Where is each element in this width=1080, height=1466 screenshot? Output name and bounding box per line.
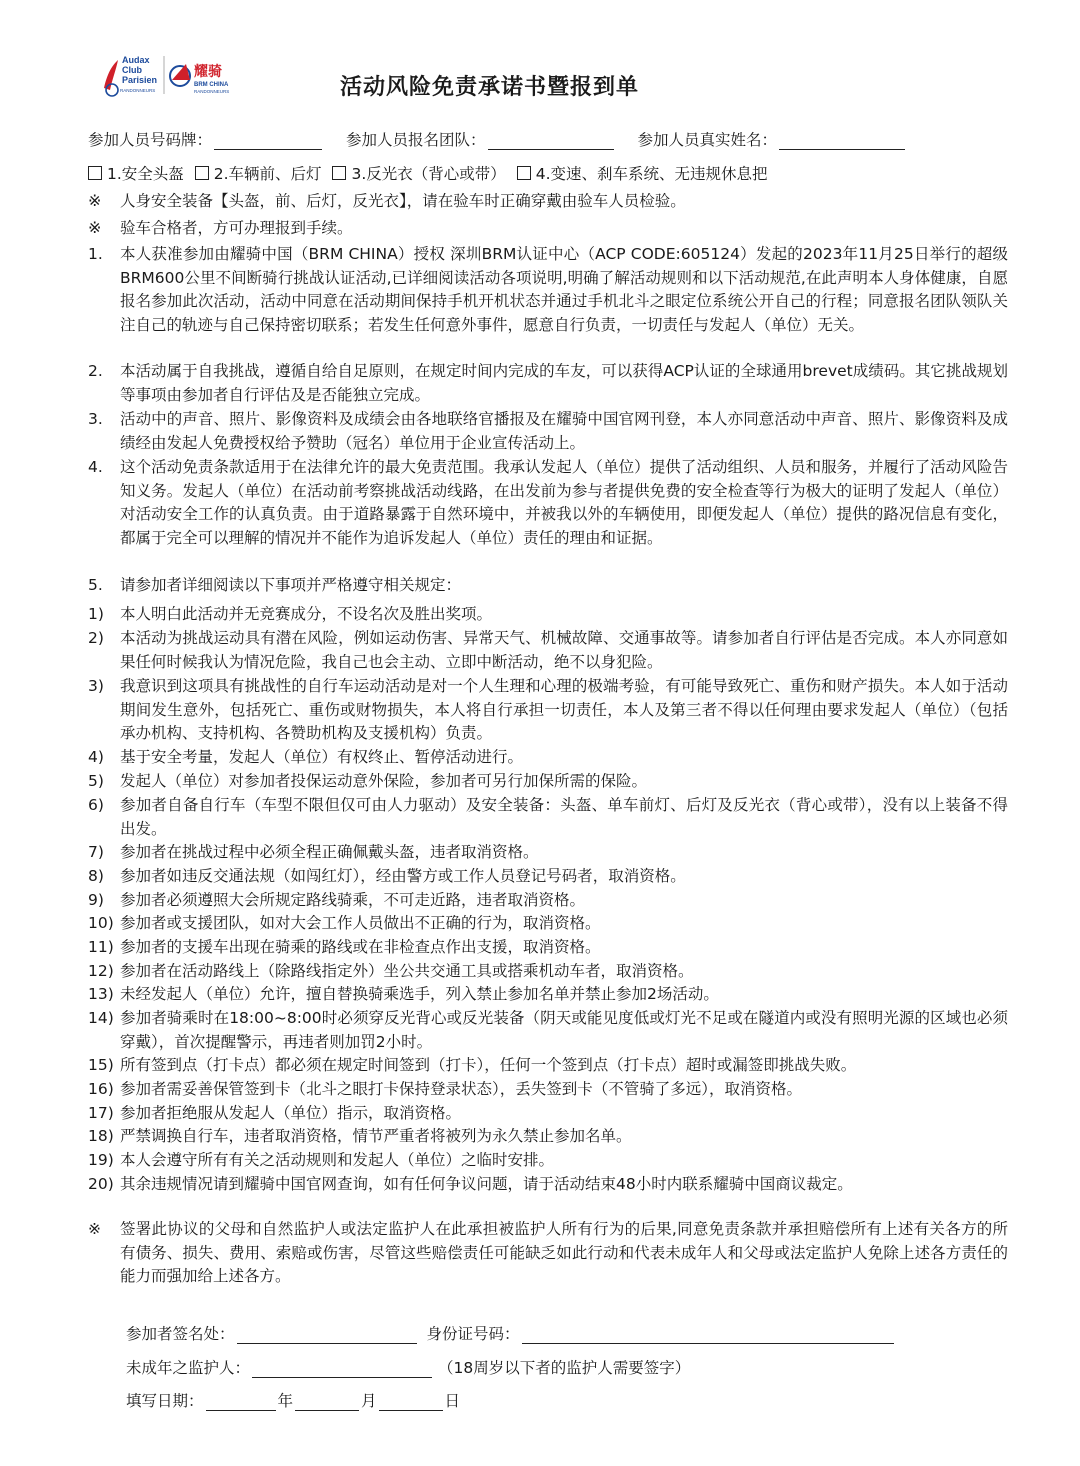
number-blank[interactable] <box>214 135 322 150</box>
checkbox-icon[interactable] <box>195 166 209 180</box>
rule-5: 5) 发起人（单位）对参加者投保运动意外保险，参加者可另行加保所需的保险。 <box>88 772 648 790</box>
brm-randonneur-text: RANDONNEURS <box>194 89 230 94</box>
brm-cn-text: 耀骑 <box>194 64 222 80</box>
number-label: 参加人员号码牌： <box>88 131 213 149</box>
month-label: 月 <box>361 1392 377 1410</box>
month-blank[interactable] <box>295 1396 359 1411</box>
signature-line <box>126 1322 896 1344</box>
rule-6: 6) 参加者自备自行车（车型不限但仅可由人力驱动）及安全装备：头盔、单车前灯、后灯及反光衣（背心或带），没有以上装备不得出发。 <box>88 796 1008 838</box>
date-label: 填写日期： <box>126 1392 204 1410</box>
name-field <box>638 128 908 150</box>
check-item-brakes[interactable]: 4.变速、刹车系统、无违规休息把 <box>517 165 768 183</box>
rule-10: 10) 参加者或支援团队，如对大会工作人员做出不正确的行为，取消资格。 <box>88 914 601 932</box>
guardian-line <box>126 1356 690 1378</box>
guardian-blank[interactable] <box>252 1363 432 1378</box>
signer-blank[interactable] <box>237 1329 417 1344</box>
audax-text-2: Club <box>122 65 142 75</box>
page-title: 活动风险免责承诺书暨报到单 <box>340 75 640 100</box>
rule-13: 13) 未经发起人（单位）允许，擅自替换骑乘选手，列入禁止参加名单并禁止参加2场活动。 <box>88 985 719 1003</box>
rule-8: 8) 参加者如违反交通法规（如闯红灯），经由警方或工作人员登记号码者，取消资格。 <box>88 867 686 885</box>
rule-7: 7) 参加者在挑战过程中必须全程正确佩戴头盔，违者取消资格。 <box>88 843 539 861</box>
checkbox-icon[interactable] <box>88 166 102 180</box>
day-label: 日 <box>444 1392 461 1410</box>
guardian-label: 未成年之监护人： <box>126 1359 251 1377</box>
rule-4: 4) 基于安全考量，发起人（单位）有权终止、暂停活动进行。 <box>88 748 524 766</box>
rule-16: 16) 参加者需妥善保管签到卡（北斗之眼打卡保持登录状态），丢失签到卡（不管骑了多远），取消资格。 <box>88 1080 803 1098</box>
team-blank[interactable] <box>488 135 614 150</box>
rule-1: 1) 本人明白此活动并无竞赛成分，不设名次及胜出奖项。 <box>88 605 493 623</box>
rule-18: 18) 严禁调换自行车，违者取消资格，情节严重者将被列为永久禁止参加名单。 <box>88 1127 632 1145</box>
name-label: 参加人员真实姓名： <box>637 131 778 149</box>
clause-1: 1. 本人获准参加由耀骑中国（BRM CHINA）授权 深圳BRM认证中心（ACP CODE:605124）发起的2023年11月25日举行的超级BRM600公里不间断骑行挑战认证活动,已详细阅读活动各项说明,明确了解活动规则和以下活动规范,在此声明本人身体健康，自愿报名参加此次活动，活动中同意在活动期间保持手机开机状态并通过手机北斗之眼定位系统公开自己的行程；同意报名团队领队关注自己的轨迹与自己保持密切联系；若发生任何意外事件，愿意自行负责，一切责任与发起人（单位）无关。 <box>88 245 1008 334</box>
signer-label: 参加者签名处： <box>126 1325 235 1343</box>
number-field <box>88 128 324 150</box>
rule-14: 14) 参加者骑乘时在18:00~8:00时必须穿反光背心或反光装备（阴天或能见度低或灯光不足或在隧道内或没有照明光源的区域也必须穿戴），首次提醒警示，再违者则加罚2小时。 <box>88 1009 1008 1051</box>
name-blank[interactable] <box>779 135 905 150</box>
rule-19: 19) 本人会遵守所有有关之活动规则和发起人（单位）之临时安排。 <box>88 1151 555 1169</box>
year-blank[interactable] <box>206 1396 276 1411</box>
checkbox-icon[interactable] <box>517 166 531 180</box>
note-equipment: ※ 人身安全装备【头盔，前、后灯，反光衣】，请在验车时正确穿戴由验车人员检验。 <box>88 191 686 210</box>
year-label: 年 <box>277 1392 294 1410</box>
reference-mark-icon: ※ <box>88 1220 101 1238</box>
guardian-note: ※ 签署此协议的父母和自然监护人或法定监护人在此承担被监护人所有行为的后果,同意免责条款并承担赔偿所有上述有关各方的所有债务、损失、费用、索赔或伤害，尽管这些赔偿责任可能缺乏如此行动和代表未成年人和父母或法定监护人免除上述各方责任的能力而强加给上述各方。 <box>88 1218 1008 1289</box>
reference-mark-icon: ※ <box>88 191 102 210</box>
clause-5: 5. 请参加者详细阅读以下事项并严格遵守相关规定： <box>88 576 462 594</box>
audax-logo <box>104 55 157 96</box>
clause-4: 4. 这个活动免责条款适用于在法律允许的最大免责范围。我承认发起人（单位）提供了活动组织、人员和服务，并履行了活动风险告知义务。发起人（单位）在活动前考察挑战活动线路，在出发前为参与者提供免费的安全检查等行为极大的证明了发起人（单位）对活动安全工作的认真负责。由于道路暴露于自然环境中，并被我以外的车辆使用，即便发起人（单位）提供的路况信息有变化，都属于完全可以理解的情况并不能作为追诉发起人（单位）责任的理由和证据。 <box>88 458 1008 547</box>
rule-3: 3) 我意识到这项具有挑战性的自行车运动活动是对一个人生理和心理的极端考验，有可能导致死亡、重伤和财产损失。本人如于活动期间发生意外，包括死亡、重伤或财物损失，本人将自行承担一切责任，本人及第三者不得以任何理由要求发起人（单位）（包括承办机构、支持机构、各赞助机构及支援机构）负责。 <box>88 677 1008 742</box>
team-field <box>346 128 616 150</box>
rule-12: 12) 参加者在活动路线上（除路线指定外）坐公共交通工具或搭乘机动车者，取消资格。 <box>88 962 694 980</box>
rule-15: 15) 所有签到点（打卡点）都必须在规定时间签到（打卡），任何一个签到点（打卡点）超时或漏签即挑战失败。 <box>88 1056 857 1074</box>
team-label: 参加人员报名团队： <box>346 131 486 149</box>
audax-text-1: Audax <box>122 55 150 65</box>
check-item-helmet[interactable]: 1.安全头盔 <box>88 165 184 183</box>
id-blank[interactable] <box>522 1329 894 1344</box>
date-line <box>126 1389 460 1411</box>
clause-3: 3. 活动中的声音、照片、影像资料及成绩会由各地联络官播报及在耀骑中国官网刊登，本人亦同意活动中声音、照片、影像资料及成绩经由发起人免费授权给予赞助（冠名）单位用于企业宣传活动上。 <box>88 410 1008 452</box>
audax-sub: RANDONNEURS <box>120 88 156 93</box>
day-blank[interactable] <box>379 1396 443 1411</box>
check-item-lights[interactable]: 2.车辆前、后灯 <box>195 165 322 183</box>
rule-9: 9) 参加者必须遵照大会所规定路线骑乘，不可走近路，违者取消资格。 <box>88 891 586 909</box>
participant-fields <box>88 128 988 150</box>
clause-2: 2. 本活动属于自我挑战，遵循自给自足原则，在规定时间内完成的车友，可以获得ACP认证的全球通用brevet成绩码。其它挑战规划等事项由参加者自行评估及是否能独立完成。 <box>88 362 1008 404</box>
rule-11: 11) 参加者的支援车出现在骑乘的路线或在非检查点作出支援，取消资格。 <box>88 938 601 956</box>
brand-logos <box>100 50 260 100</box>
guardian-hint: （18周岁以下者的监护人需要签字） <box>438 1359 691 1377</box>
equipment-checklist <box>88 162 774 184</box>
rule-2: 2) 本活动为挑战运动具有潜在风险，例如运动伤害、异常天气、机械故障、交通事故等。请参加者自行评估是否完成。本人亦同意如果任何时候我认为情况危险，我自己也会主动、立即中断活动，绝不以身犯险。 <box>88 629 1008 671</box>
reference-mark-icon: ※ <box>88 218 102 237</box>
audax-text-3: Parisien <box>122 75 158 85</box>
rule-17: 17) 参加者拒绝服从发起人（单位）指示，取消资格。 <box>88 1104 462 1122</box>
rule-20: 20) 其余违规情况请到耀骑中国官网查询，如有任何争议问题，请于活动结束48小时内联系耀骑中国商议裁定。 <box>88 1175 853 1193</box>
note-inspection: ※ 验车合格者，方可办理报到手续。 <box>88 218 353 237</box>
brm-china-text: BRM CHINA <box>194 82 229 88</box>
check-item-reflective[interactable]: 3.反光衣（背心或带） <box>332 165 505 183</box>
brm-china-logo <box>170 63 229 94</box>
checkbox-icon[interactable] <box>332 166 346 180</box>
id-label: 身份证号码： <box>426 1325 520 1343</box>
